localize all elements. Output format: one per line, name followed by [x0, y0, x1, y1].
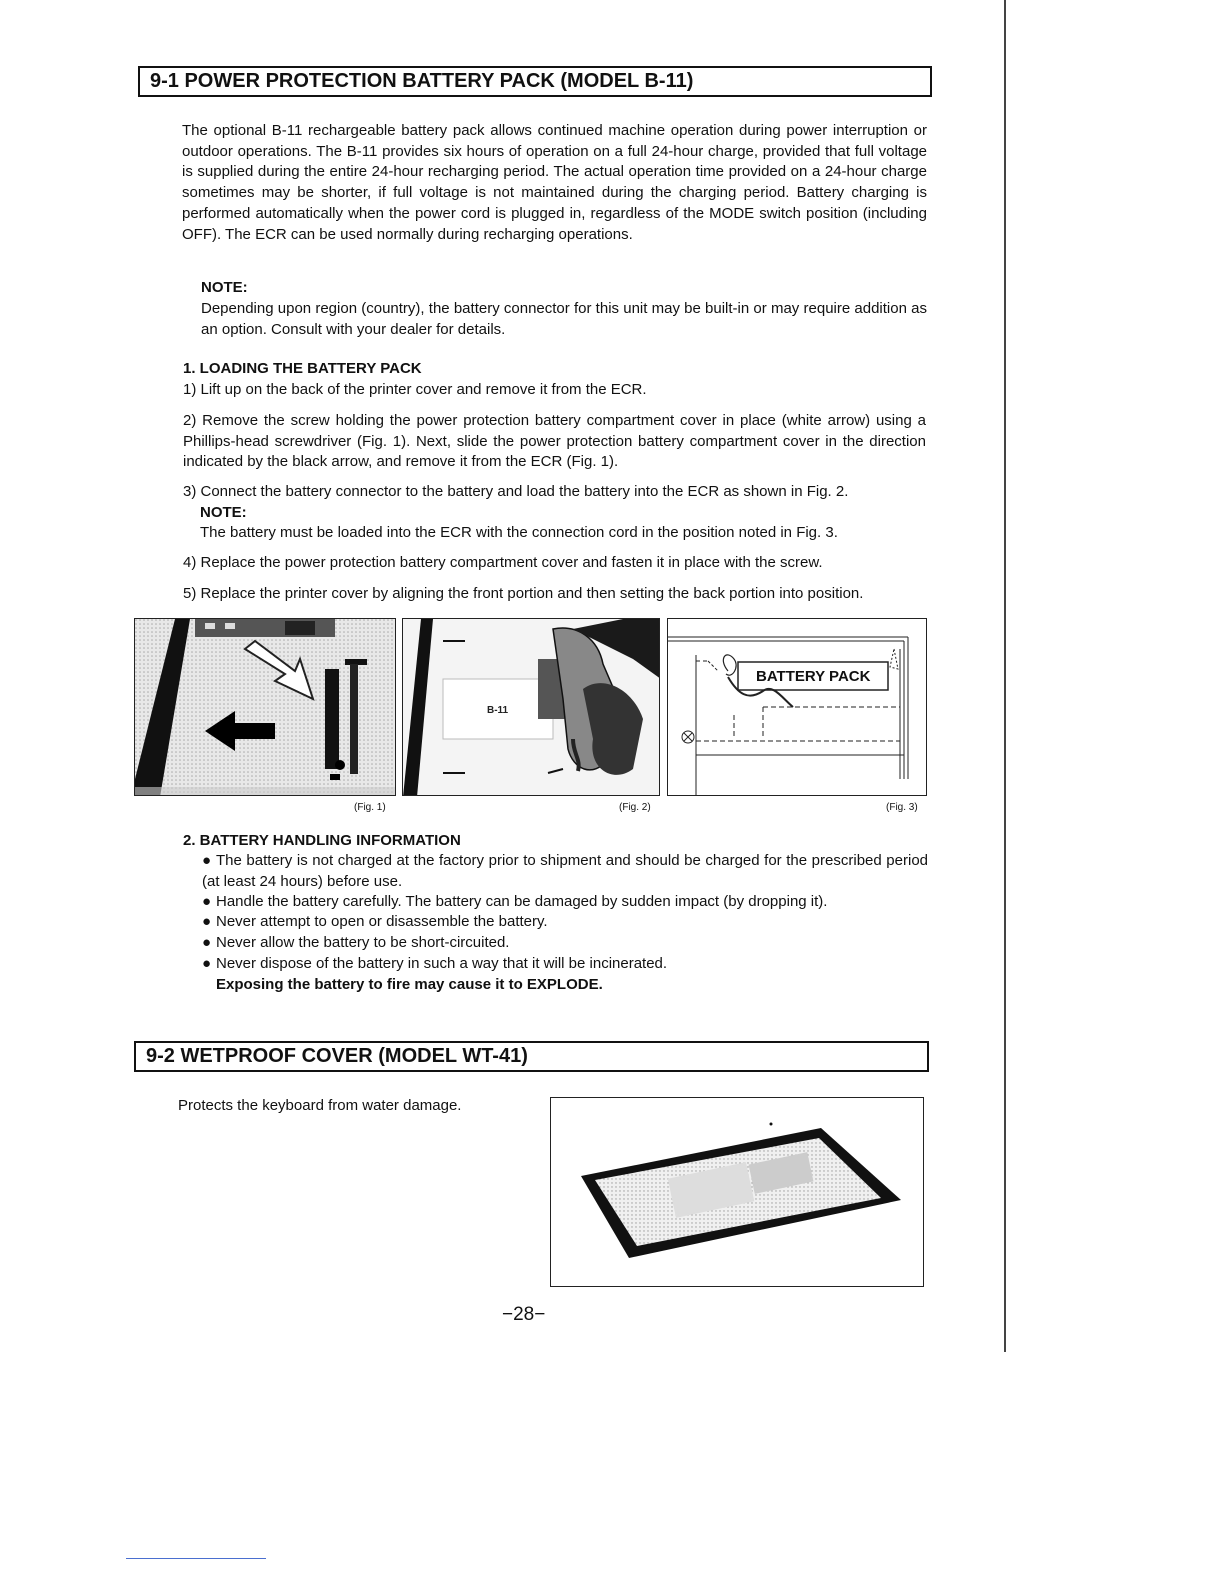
loading-step-3: 3) Connect the battery connector to the battery and load the battery into the ECR as shown in Fig. 2. — [183, 483, 849, 500]
fire-warning: Exposing the battery to fire may cause it to EXPLODE. — [216, 976, 603, 993]
handling-item-text: Never attempt to open or disassemble the battery. — [216, 913, 548, 930]
note-label: NOTE: — [201, 279, 248, 296]
section-title-wetproof-cover: 9-2 WETPROOF COVER (MODEL WT-41) — [134, 1041, 929, 1072]
handling-item — [202, 912, 928, 933]
handling-item — [202, 954, 928, 975]
figure-2-photo — [402, 618, 660, 796]
page-number: −28− — [502, 1304, 546, 1325]
figure-1-illustration — [135, 619, 396, 796]
loading-step-1: 1) Lift up on the back of the printer cover and remove it from the ECR. — [183, 381, 647, 398]
bullet-icon: ● — [202, 955, 212, 972]
handling-heading: 2. BATTERY HANDLING INFORMATION — [183, 832, 461, 849]
bullet-icon: ● — [202, 913, 212, 930]
figure-1-photo — [134, 618, 396, 796]
bullet-icon: ● — [202, 893, 212, 910]
figure-3-label: BATTERY PACK — [756, 668, 871, 685]
bullet-icon: ● — [202, 852, 212, 869]
loading-step-2: 2) Remove the screw holding the power protection battery compartment cover in place (white arrow) using a Phillips-head screwdriver (Fig. 1). Next, slide the power protection battery compartment cover in the direction indicated by the black arrow, and remove it from the ECR (Fig. 1). — [183, 412, 926, 471]
loading-step-5: 5) Replace the printer cover by aligning the front portion and then setting the back portion into position. — [183, 585, 864, 602]
figure-1-caption: (Fig. 1) — [354, 802, 386, 813]
figure-2-illustration — [403, 619, 660, 796]
wetproof-cover-illustration — [551, 1098, 924, 1287]
note-text: Depending upon region (country), the battery connector for this unit may be built-in or may require addition as an option. Consult with your dealer for details. — [201, 300, 927, 338]
footer-divider — [126, 1558, 266, 1559]
figure-3-diagram — [667, 618, 927, 796]
step3-note-label: NOTE: — [200, 504, 247, 521]
handling-item — [202, 851, 928, 892]
bullet-icon: ● — [202, 934, 212, 951]
section-title-battery-pack: 9-1 POWER PROTECTION BATTERY PACK (MODEL B-11) — [138, 66, 932, 97]
handling-item-text: Never allow the battery to be short-circuited. — [216, 934, 510, 951]
loading-heading: 1. LOADING THE BATTERY PACK — [183, 360, 422, 377]
scan-edge-line — [1004, 0, 1006, 1352]
handling-item-text: Handle the battery carefully. The battery can be damaged by sudden impact (by dropping it). — [216, 893, 828, 910]
figure-3-caption: (Fig. 3) — [886, 802, 918, 813]
figure-2-label: B-11 — [487, 705, 509, 716]
figure-2-caption: (Fig. 2) — [619, 802, 651, 813]
handling-item — [202, 933, 928, 954]
wetproof-cover-photo — [550, 1097, 924, 1287]
intro-paragraph: The optional B-11 rechargeable battery pack allows continued machine operation during power interruption or outdoor operations. The B-11 provides six hours of operation on a full 24-hour charge, provided that full voltage is supplied during the entire 24-hour recharging period. The actual operation time provided on a 24-hour charge sometimes may be shorter, if full voltage is not maintained during the charging period. Battery charging is performed automatically when the power cord is plugged in, regardless of the MODE switch position (including OFF). The ECR can be used normally during recharging operations. — [182, 122, 927, 243]
handling-item-text: Never dispose of the battery in such a way that it will be incinerated. — [216, 955, 668, 972]
handling-item — [202, 892, 928, 913]
figure-3-illustration — [668, 619, 927, 796]
loading-step-4: 4) Replace the power protection battery compartment cover and fasten it in place with the screw. — [183, 554, 823, 571]
wetproof-description: Protects the keyboard from water damage. — [178, 1097, 462, 1114]
step3-note-text: The battery must be loaded into the ECR with the connection cord in the position noted in Fig. 3. — [200, 524, 838, 541]
handling-item-text: The battery is not charged at the factory prior to shipment and should be charged for the prescribed period (at least 24 hours) before use. — [202, 852, 928, 890]
